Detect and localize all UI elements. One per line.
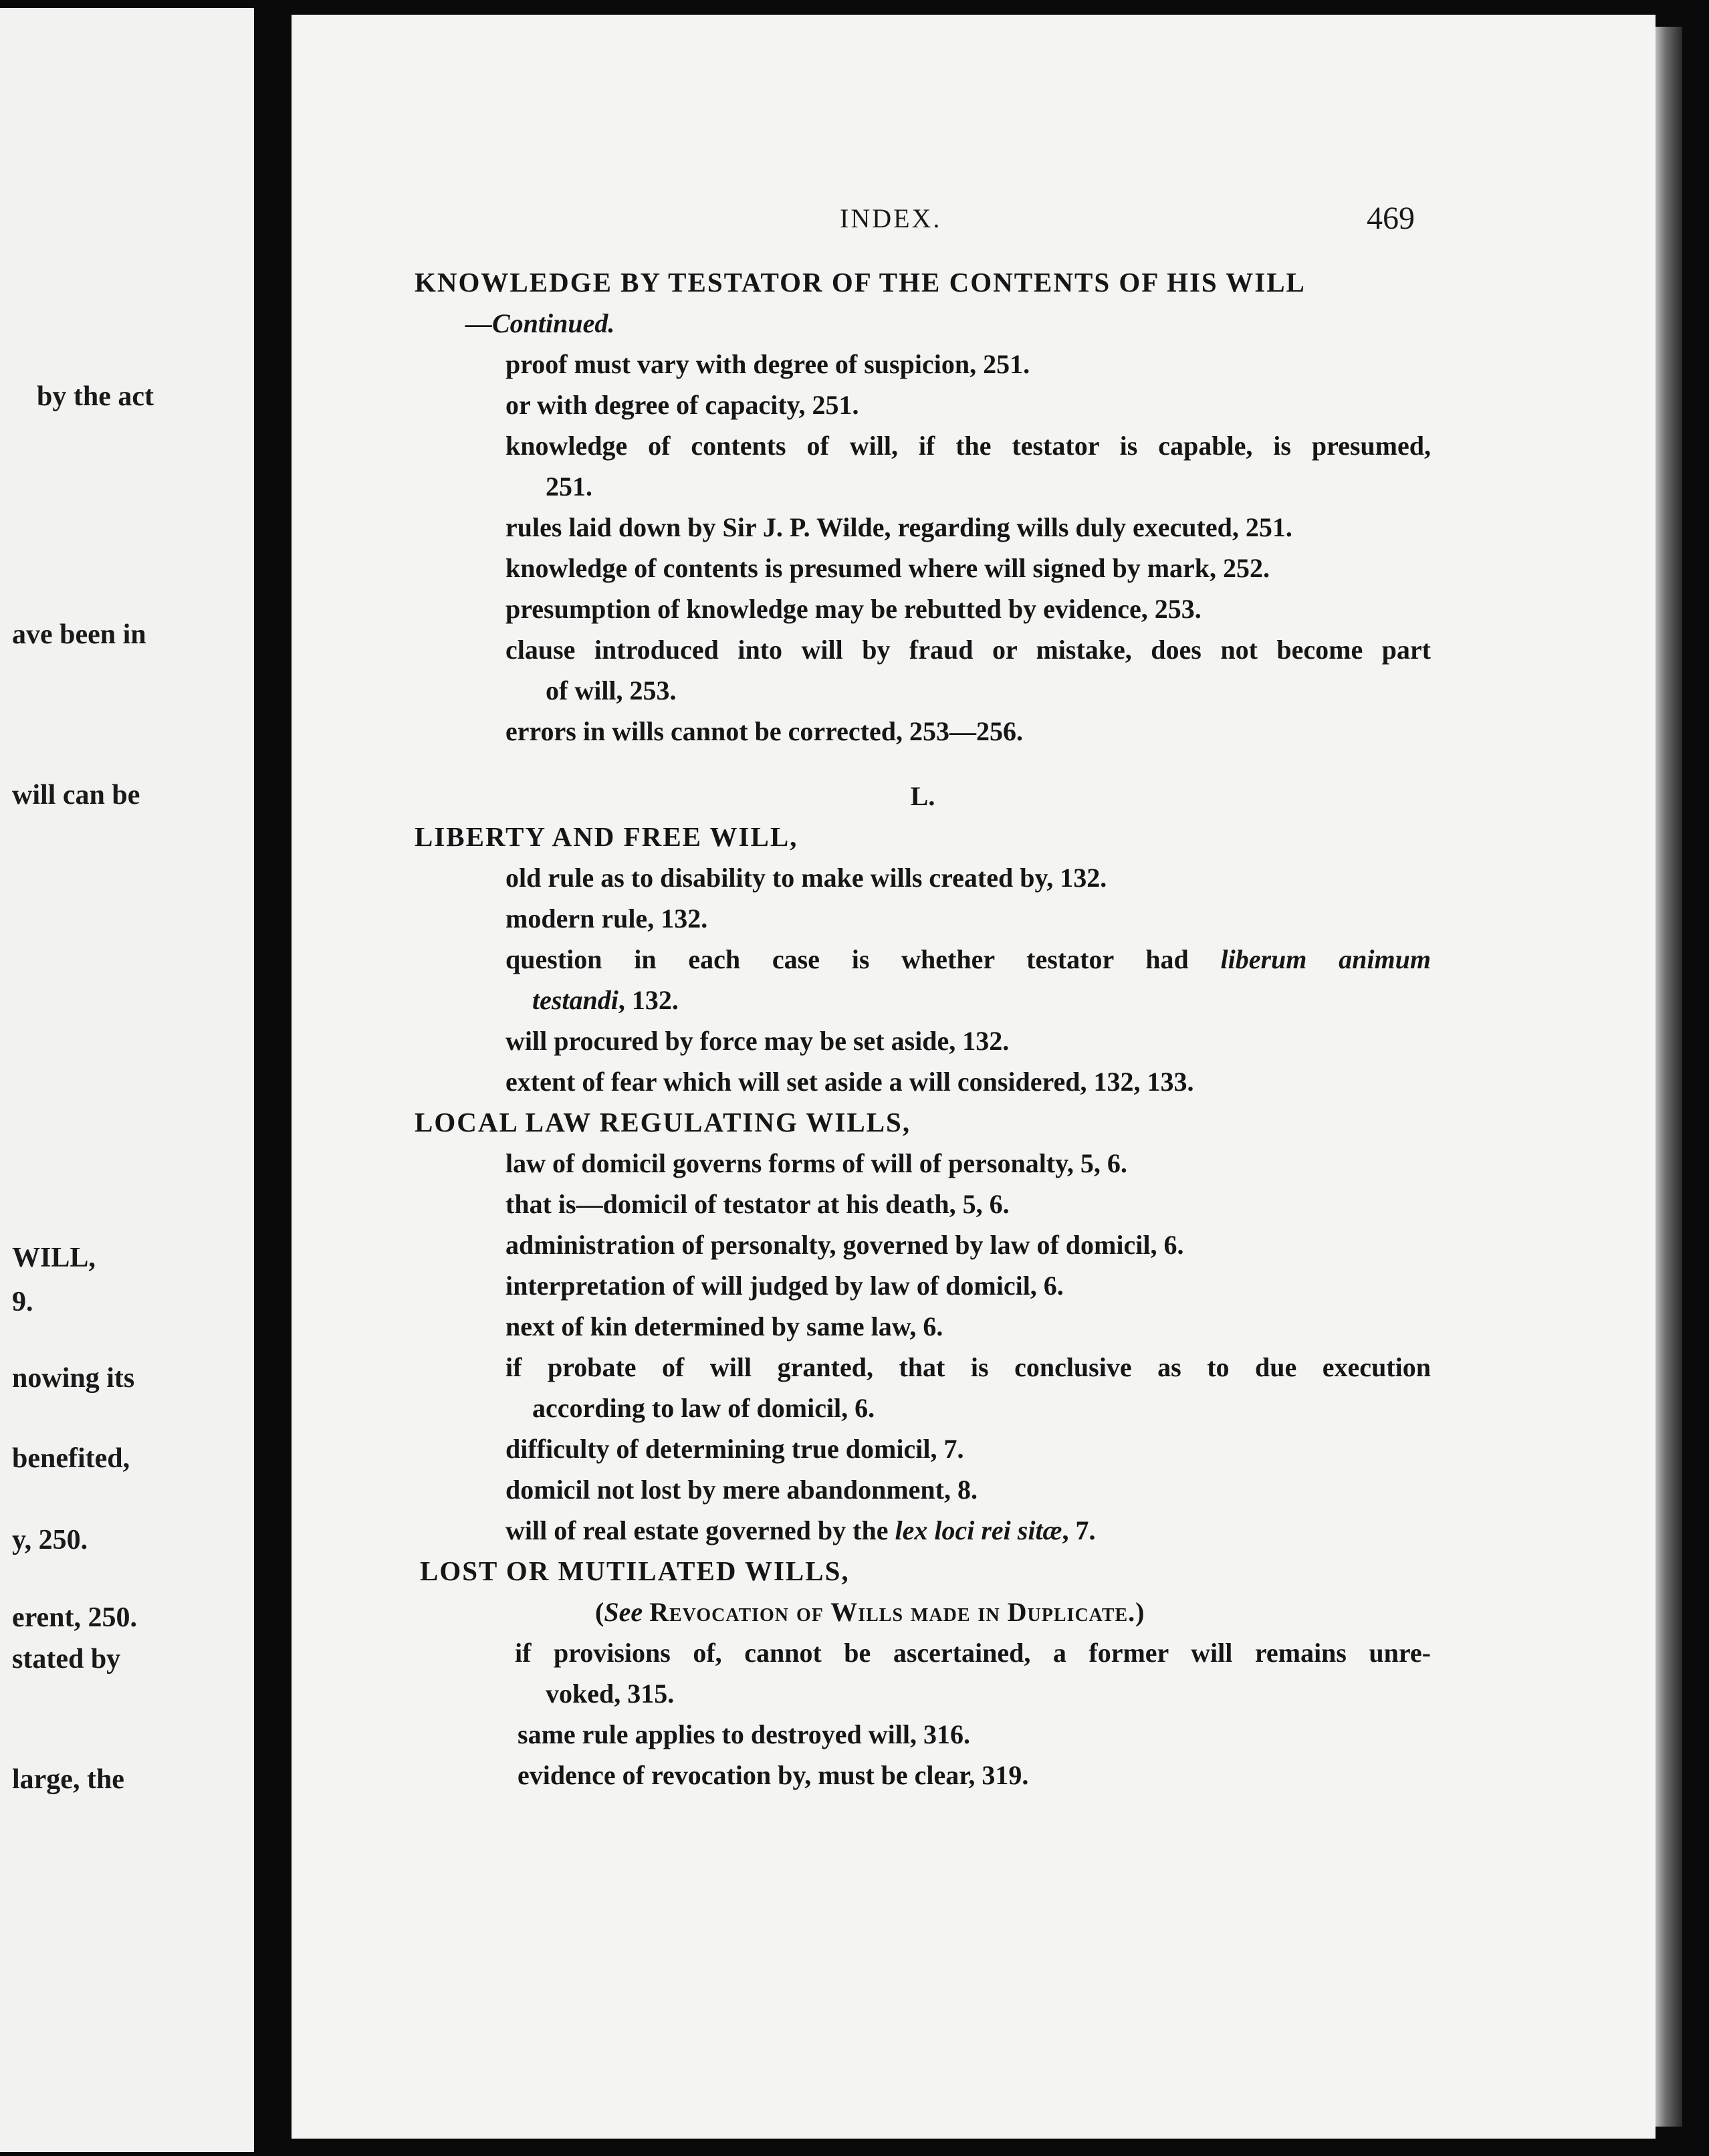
index-heading: LOST OR MUTILATED WILLS, (420, 1555, 850, 1586)
index-subentry: law of domicil governs forms of will of personalty, 5, 6. (505, 1148, 1127, 1178)
facing-page-fragment: large, the (12, 1764, 124, 1795)
index-subentry-continuation (415, 980, 1431, 1020)
index-entries (415, 262, 1431, 1796)
index-subentry: proof must vary with degree of suspicion, 251. (505, 349, 1030, 379)
entry-text: , 7. (1062, 1515, 1096, 1545)
index-subentry: old rule as to disability to make wills created by, 132. (505, 863, 1107, 893)
facing-page-fragment: erent, 250. (12, 1602, 138, 1633)
page-header (292, 195, 1415, 242)
facing-page-fragment: nowing its (12, 1363, 135, 1394)
index-subentry-continuation: of will, 253. (546, 675, 677, 706)
index-subentry: if provisions of, cannot be ascertained, a former will remains unre- (515, 1638, 1431, 1668)
index-subentry: interpretation of will judged by law of domicil, 6. (505, 1271, 1064, 1301)
index-subentry (415, 1510, 1431, 1551)
index-subentry-continuation: voked, 315. (546, 1679, 675, 1709)
index-subentry: rules laid down by Sir J. P. Wilde, regarding wills duly executed, 251. (505, 512, 1292, 542)
index-heading: LOCAL LAW REGULATING WILLS, (415, 1107, 911, 1138)
index-subentry: knowledge of contents is presumed where will signed by mark, 252. (505, 553, 1270, 583)
facing-page-fragment: benefited, (12, 1443, 130, 1474)
see-word: See (604, 1597, 643, 1627)
index-subentry: or with degree of capacity, 251. (505, 390, 859, 420)
index-subentry: modern rule, 132. (505, 903, 708, 934)
facing-page-fragment: ave been in (12, 619, 146, 650)
index-subentry: evidence of revocation by, must be clear, 319. (518, 1760, 1029, 1790)
index-subentry: presumption of knowledge may be rebutted by evidence, 253. (505, 594, 1202, 624)
index-subentry: difficulty of determining true domicil, 7. (505, 1434, 964, 1464)
index-subentry: errors in wills cannot be corrected, 253—256. (505, 716, 1023, 746)
index-subentry: that is—domicil of testator at his death, 5, 6. (505, 1189, 1010, 1219)
entry-text: question in each case is whether testator had (505, 944, 1189, 974)
facing-page-fragment: 9. (12, 1287, 33, 1317)
continued-label: —Continued. (465, 308, 615, 338)
book-gutter (254, 0, 292, 2156)
page-edge (1656, 27, 1682, 2127)
index-subentry: same rule applies to destroyed will, 316. (518, 1719, 971, 1749)
index-heading: KNOWLEDGE BY TESTATOR OF THE CONTENTS OF HIS WILL (415, 267, 1306, 298)
facing-page-fragment: will can be (12, 780, 140, 811)
index-subentry: next of kin determined by same law, 6. (505, 1311, 943, 1341)
facing-page-fragment: stated by (12, 1644, 121, 1675)
cross-reference-paren: ( (595, 1597, 604, 1627)
index-subentry: will procured by force may be set aside, 132. (505, 1026, 1010, 1056)
running-title: INDEX. (840, 203, 942, 233)
facing-page (0, 8, 254, 2152)
index-subentry: clause introduced into will by fraud or mistake, does not become part (505, 635, 1431, 665)
facing-page-fragment: WILL, (12, 1243, 96, 1273)
index-subentry: extent of fear which will set aside a will considered, 132, 133. (505, 1067, 1194, 1097)
page-number: 469 (1367, 201, 1415, 236)
index-subentry: domicil not lost by mere abandonment, 8. (505, 1475, 978, 1505)
index-page (292, 15, 1656, 2139)
index-subentry: if probate of will granted, that is conclusive as to due execution (505, 1352, 1431, 1382)
index-subentry-continuation: 251. (546, 471, 592, 502)
index-subentry: knowledge of contents of will, if the testator is capable, is presumed, (505, 431, 1431, 461)
latin-phrase: liberum animum (1220, 944, 1431, 974)
facing-page-fragment: y, 250. (12, 1525, 88, 1555)
facing-page-fragment: by the act (37, 381, 154, 412)
cross-reference-target: Revocation of Wills made in Duplicate. (649, 1597, 1136, 1627)
index-subentry-continuation: according to law of domicil, 6. (532, 1393, 875, 1423)
latin-phrase: testandi (532, 985, 618, 1015)
cross-reference-paren: ) (1135, 1597, 1145, 1627)
entry-text: , 132. (618, 985, 679, 1015)
latin-phrase: lex loci rei sitæ (895, 1515, 1062, 1545)
index-subentry: administration of personalty, governed by law of domicil, 6. (505, 1230, 1184, 1260)
index-subentry (415, 939, 1431, 980)
entry-text: will of real estate governed by the (505, 1515, 889, 1545)
index-heading: LIBERTY AND FREE WILL, (415, 821, 798, 852)
cross-reference (415, 1592, 1431, 1632)
letter-divider: L. (910, 781, 935, 811)
